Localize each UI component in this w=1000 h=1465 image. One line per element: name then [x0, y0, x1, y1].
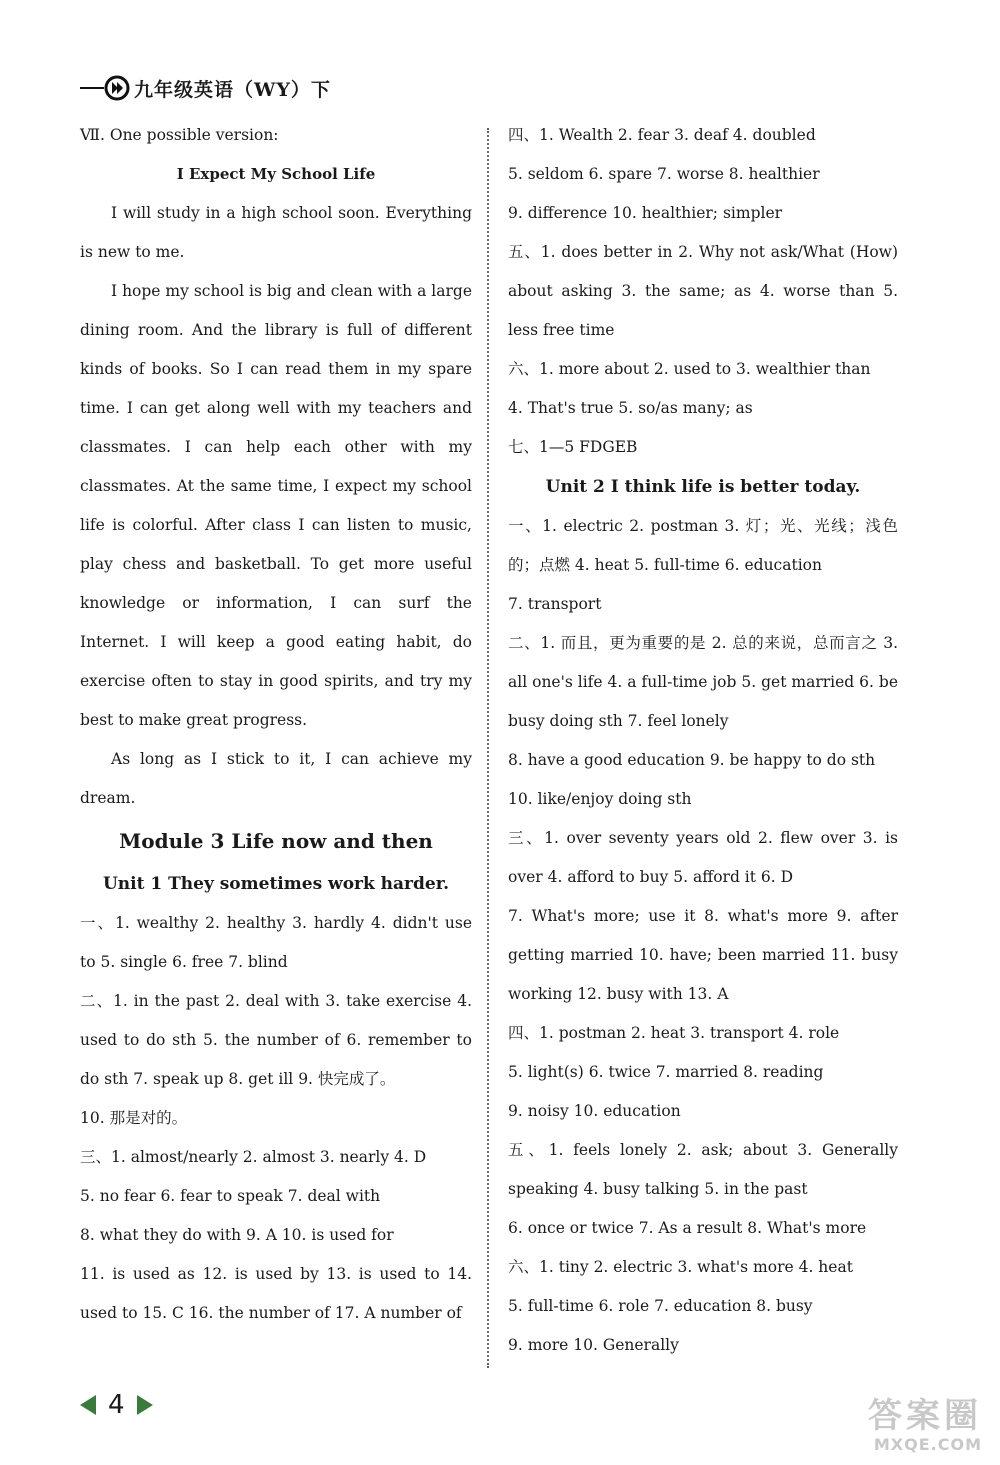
page-header: [80, 72, 331, 104]
u1-section-5: 五、1. does better in 2. Why not ask/What (How) about asking 3. the same; as 4. worse than 5. less free time: [508, 243, 898, 339]
u2-section-2b: 8. have a good education 9. be happy to do sth: [508, 751, 876, 769]
page-footer: [78, 1390, 155, 1420]
u1-section-4b: 5. seldom 6. spare 7. worse 8. healthier: [508, 165, 820, 183]
u1-section-1: 一、1. wealthy 2. healthy 3. hardly 4. didn't use to 5. single 6. free 7. blind: [80, 914, 472, 971]
page-number: 4: [108, 1390, 125, 1420]
u2-section-6c: 9. more 10. Generally: [508, 1336, 679, 1354]
module-title: Module 3 Life now and then: [119, 829, 433, 853]
right-column: [508, 116, 898, 1365]
essay-paragraph-1: I will study in a high school soon. Everything is new to me.: [80, 204, 472, 261]
watermark-url: MXQE.COM: [873, 1435, 982, 1454]
u1-section-4c: 9. difference 10. healthier; simpler: [508, 204, 783, 222]
essay-paragraph-3: As long as I stick to it, I can achieve my dream.: [80, 750, 472, 807]
u1-section-3a: 三、1. almost/nearly 2. almost 3. nearly 4. D: [80, 1148, 427, 1166]
u2-section-2: 二、1. 而且，更为重要的是 2. 总的来说，总而言之 3. all one's life 4. a full-time job 5. get married 6. be busy doing sth 7. feel lonely: [508, 634, 898, 730]
u2-section-5b: 6. once or twice 7. As a result 8. What's more: [508, 1219, 867, 1237]
u1-section-3c: 8. what they do with 9. A 10. is used for: [80, 1226, 394, 1244]
left-arrow-icon: [78, 1393, 98, 1417]
u2-section-4b: 5. light(s) 6. twice 7. married 8. reading: [508, 1063, 824, 1081]
u2-section-6a: 六、1. tiny 2. electric 3. what's more 4. heat: [508, 1258, 853, 1276]
unit1-title: Unit 1 They sometimes work harder.: [102, 874, 450, 894]
u2-section-3: 三、1. over seventy years old 2. flew over 3. is over 4. afford to buy 5. afford it 6. D: [508, 829, 898, 886]
u2-section-2c: 10. like/enjoy doing sth: [508, 790, 692, 808]
forward-circle-icon: [104, 75, 130, 101]
watermark: [792, 1397, 982, 1457]
u1-section-3b: 5. no fear 6. fear to speak 7. deal with: [80, 1187, 381, 1205]
u2-section-1b: 7. transport: [508, 595, 602, 613]
u2-section-4c: 9. noisy 10. education: [508, 1102, 681, 1120]
right-arrow-icon: [135, 1393, 155, 1417]
essay-intro: Ⅶ. One possible version:: [80, 126, 279, 144]
u1-section-4a: 四、1. Wealth 2. fear 3. deaf 4. doubled: [508, 126, 816, 144]
u1-section-2: 二、1. in the past 2. deal with 3. take exercise 4. used to do sth 5. the number of 6. remember to do sth 7. speak up 8. get ill 9. 快完成了。: [80, 992, 472, 1088]
watermark-logo: 答案圈: [868, 1396, 982, 1436]
u2-section-5: 五、1. feels lonely 2. ask; about 3. Generally speaking 4. busy talking 5. in the past: [508, 1141, 898, 1198]
u1-section-6a: 六、1. more about 2. used to 3. wealthier than: [508, 360, 871, 378]
u2-section-4a: 四、1. postman 2. heat 3. transport 4. role: [508, 1024, 840, 1042]
left-column: [80, 116, 472, 1333]
u2-section-1: 一、1. electric 2. postman 3. 灯；光、光线；浅色的；点燃 4. heat 5. full-time 6. education: [508, 517, 898, 574]
header-title: 九年级英语（WY）下: [134, 78, 331, 101]
u1-section-7: 七、1—5 FDGEB: [508, 438, 638, 456]
essay-paragraph-2: I hope my school is big and clean with a large dining room. And the library is full of different kinds of books. So I can read them in my spare time. I can get along well with my teachers and classmates. I can help each other with my classmates. At the same time, I expect my school life is colorful. After class I can listen to music, play chess and basketball. To get more useful knowledge or information, I can surf the Internet. I will keep a good eating habit, do exercise often to stay in good spirits, and try my best to make great progress.: [80, 282, 472, 729]
u1-section-2b: 10. 那是对的。: [80, 1109, 188, 1127]
u2-section-6b: 5. full-time 6. role 7. education 8. busy: [508, 1297, 813, 1315]
u1-section-3d: 11. is used as 12. is used by 13. is used to 14. used to 15. C 16. the number of 17. A number of: [80, 1265, 472, 1322]
header-rule: [80, 87, 104, 89]
column-divider: [487, 128, 489, 1368]
essay-title: I Expect My School Life: [176, 165, 376, 183]
u1-section-6b: 4. That's true 5. so/as many; as: [508, 399, 753, 417]
u2-section-3b: 7. What's more; use it 8. what's more 9. after getting married 10. have; been married 11. busy working 12. busy with 13. A: [508, 907, 898, 1003]
unit2-title: Unit 2 I think life is better today.: [545, 477, 861, 497]
